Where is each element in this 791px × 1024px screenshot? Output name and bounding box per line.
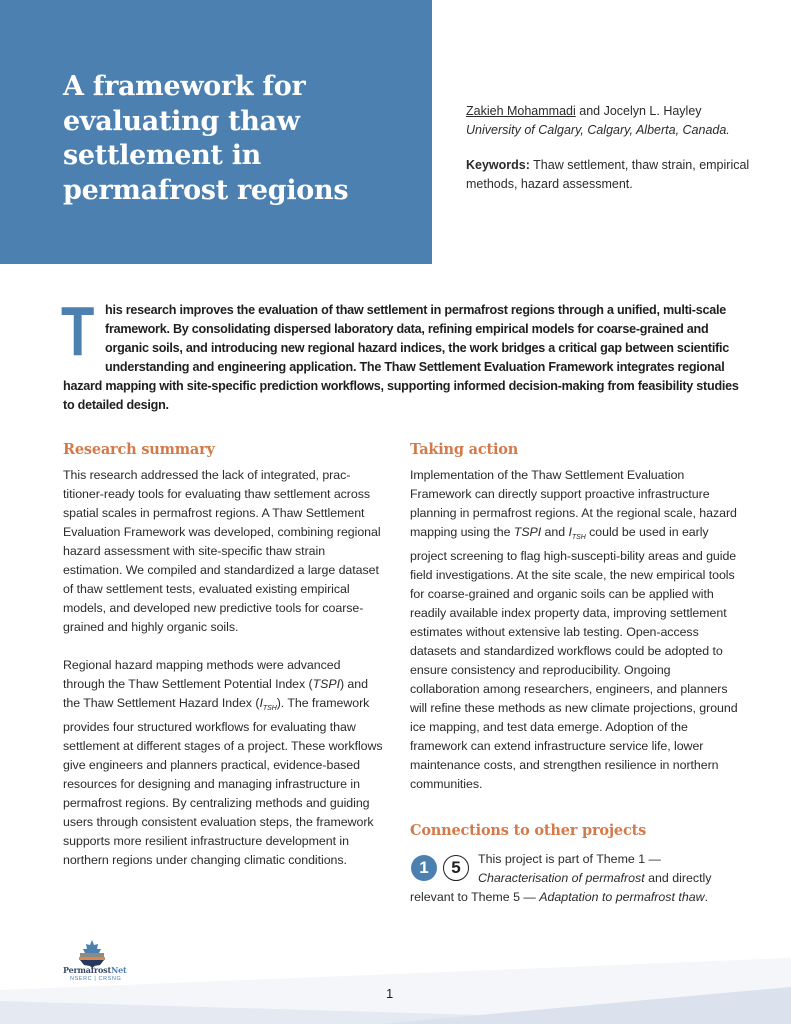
lead-text: his research improves the evaluation of thaw settlement in permafrost regions through a unified, multi-scale framework. By consolidating dispersed laboratory data, refining empirical models for coarse-grained and organic soils, and introducing new regional hazard indices, the work bridges a critical gap between scientific understanding and engineering application. The Thaw Settlement Evaluation Framework integrates regional hazard mapping with site-specific prediction workflows, supporting informed decision-making from feasibility studies to detailed design. — [63, 303, 739, 412]
text-run: Implementation of the Thaw Settlement Evaluation Framework can directly support proactive infrastructure planning in permafrost regions. At the regional scale, hazard mapping using the — [410, 468, 737, 539]
connections-body — [410, 850, 740, 907]
drop-cap: T — [61, 292, 95, 370]
research-summary-heading: Research summary — [63, 441, 215, 458]
page-title: A framework for evaluating thaw settlement in permafrost regions — [63, 71, 349, 206]
itsh-term: I — [568, 525, 572, 539]
page-number: 1 — [386, 986, 394, 1001]
logo-name-b: Net — [110, 965, 127, 975]
taking-action-p — [410, 466, 740, 794]
text-run: ) and the Thaw Settlement Hazard Index ( — [63, 677, 368, 710]
text-run: ). The framework provides four structured workflows for evaluating thaw settlement at different stages of a project. These workflows give engineers and planners practical, evidence-based resources for designing and managing infrastructure in permafrost regions. By centralizing methods and guiding users through consistent evaluation steps, the framework supports more resilient infrastructure development in northern regions under changing climatic conditions. — [63, 696, 383, 867]
text-run: This project is part of Theme 1 — — [478, 852, 661, 866]
research-summary-body — [63, 466, 385, 870]
research-summary-p1: This research addressed the lack of integrated, prac-titioner-ready tools for evaluating thaw settlement across spatial scales in permafrost regions. A Thaw Settlement Evaluation Framework was developed, combining regional hazard assessment with site-specific thaw strain estimation. We compiled and standardized a large dataset of thaw settlement tests, evaluated existing empirical models, and developed new predictive tools for coarse-grained and highly organic soils. — [63, 468, 381, 634]
text-run: could be used in early project screening to flag high-suscepti-bility areas and guide field investigations. At the site scale, the new empirical tools for coarse-grained and organic soils can be applied with readily available index property data, improving settlement estimates without extensive lab testing. Open-access datasets and standardized workflows could be adopted to ensure consistency and reproducibility. Ongoing collaboration among researchers, engineers, and planners will refine these methods as new climate projections, ground ice mapping, and test data emerge. Adoption of the framework can extend infrastructure service life, lower maintenance costs, and strengthen resilience in northern communities. — [410, 525, 738, 791]
connections-heading: Connections to other projects — [410, 822, 647, 839]
theme-5-icon: 5 — [443, 855, 469, 881]
itsh-subscript: TSH — [571, 534, 586, 541]
logo-band-orange — [79, 957, 105, 960]
itsh-term: I — [259, 696, 263, 710]
logo-wordmark — [63, 965, 126, 975]
author-join: and — [575, 104, 604, 118]
text-run: . — [704, 890, 709, 904]
author-link[interactable]: Zakieh Mohammadi — [466, 104, 576, 118]
taking-action-body — [410, 466, 740, 794]
logo-subtitle: NSERC | CRSNG — [70, 976, 122, 982]
theme-5-name: Adaptation to permafrost thaw — [539, 890, 705, 904]
tspi-term: TSPI — [312, 677, 340, 691]
theme-badges — [410, 850, 478, 880]
theme-1-icon: 1 — [411, 855, 437, 881]
text-run: Regional hazard mapping methods were advanced through the Thaw Settlement Potential Index ( — [63, 658, 341, 691]
keywords — [466, 156, 766, 194]
lead-paragraph — [61, 292, 743, 415]
affiliation: University of Calgary, Calgary, Alberta, Canada. — [466, 123, 730, 137]
keywords-text: Thaw settlement, thaw strain, empirical methods, hazard assessment. — [466, 158, 750, 191]
authors-block — [466, 102, 766, 140]
theme-1-name: Characterisation of permafrost — [478, 871, 645, 885]
text-run: and directly relevant to Theme 5 — — [410, 871, 712, 904]
tspi-term: TSPI — [513, 525, 542, 539]
logo-name-a: Permafrost — [63, 965, 111, 975]
title-banner — [0, 0, 432, 264]
research-summary-p2 — [63, 656, 385, 870]
author-secondary: Jocelyn L. Hayley — [603, 104, 702, 118]
text-run: and — [541, 525, 569, 539]
taking-action-heading: Taking action — [410, 441, 519, 458]
itsh-subscript: TSH — [262, 705, 277, 712]
keywords-label: Keywords: — [466, 158, 530, 172]
maple-leaf-top — [83, 940, 101, 953]
logo-band-grey — [80, 953, 104, 957]
